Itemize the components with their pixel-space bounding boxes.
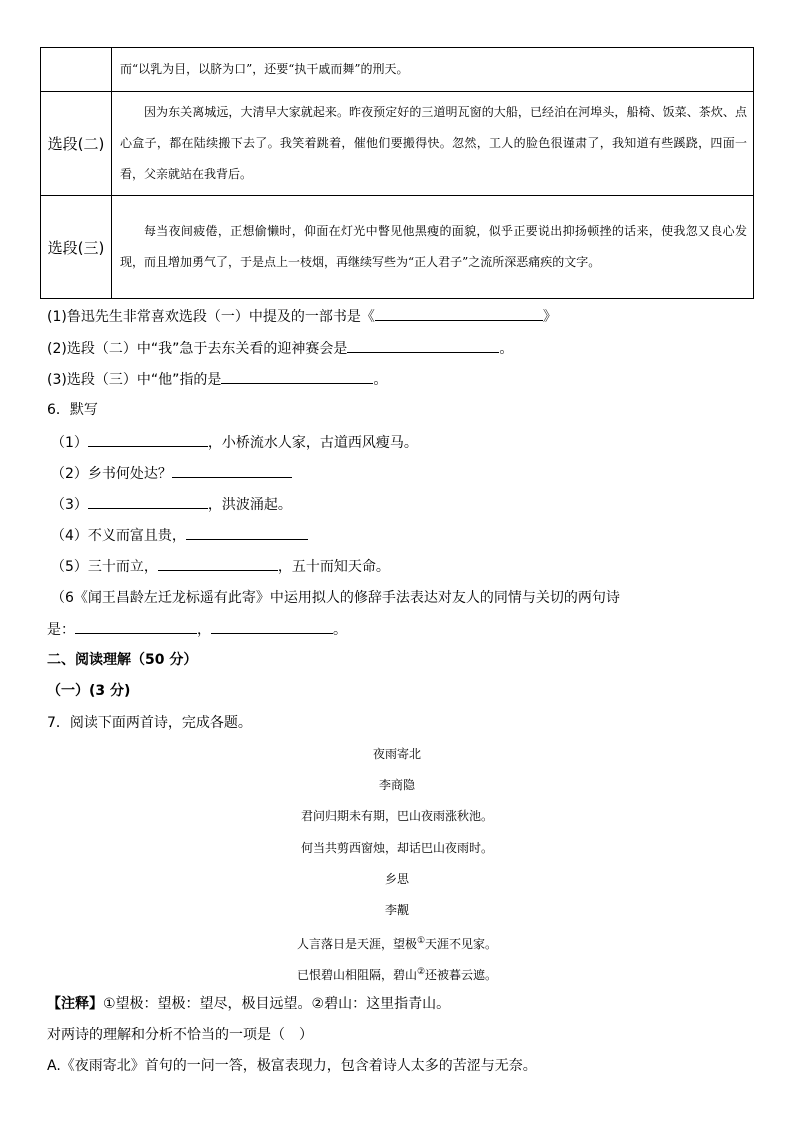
q5-sub1-text: (1)鲁迅先生非常喜欢选段（一）中提及的一部书是《 [47,309,375,325]
q5-sub3-end: 。 [373,372,388,388]
excerpt-text-2 [112,92,754,196]
q6-l2-text: （2）乡书何处达？ [51,466,172,482]
q7-option-a[interactable]: A.《夜雨寄北》首句的一问一答，极富表现力，包含着诗人太多的苦涩与无奈。 [47,1058,537,1074]
poem1-line-2: 何当共剪西窗烛，却话巴山夜雨时。 [300,841,493,855]
q7-notes-label: 【注释】 [47,996,103,1012]
q5-sub2-text: (2)选段（二）中“我”急于去东关看的迎神赛会是 [47,341,348,357]
q6-line-6: （6《闻王昌龄左迁龙标遥有此寄》中运用拟人的修辞手法表达对友人的同情与关切的两句诗 [51,590,620,606]
footnote-marker-1: ① [416,936,426,946]
q7-notes [47,994,450,1014]
section2-title: 二、阅读理解（50 分） [47,652,198,668]
q5-sub2 [47,338,513,359]
q6-line-4 [51,525,308,546]
poem1-line-1: 君问归期未有期，巴山夜雨涨秋池。 [300,809,493,823]
q6-l5-end: ，五十而知天命。 [277,559,390,575]
excerpt-text-3 [112,196,754,299]
q5-sub1-end: 》 [542,309,557,325]
q6-l1-num: （1） [51,435,88,451]
poem2-line-2 [0,964,794,983]
excerpt-label-2: 选段(二) [41,92,112,196]
q6-line-5 [51,556,390,577]
footnote-marker-2: ② [416,967,426,977]
q6-l4-blank[interactable] [186,525,308,540]
q6-l3-blank[interactable] [88,494,208,509]
poem1-title: 夜雨寄北 [372,747,421,761]
poem2-title: 乡思 [384,872,409,886]
q5-sub3 [47,369,387,390]
q6-line-6b [47,619,347,640]
excerpt-row-1 [41,48,754,92]
q6-line-3 [51,494,292,515]
q6-l1-text: ，小桥流水人家，古道西风瘦马。 [207,435,418,451]
poem2-author: 李觏 [384,903,409,917]
q6-l5-blank[interactable] [158,556,278,571]
q5-sub1-blank[interactable] [375,306,543,321]
q6-l3-num: （3） [51,497,88,513]
excerpt-row-3 [41,196,754,299]
q6-l6b-blank-1[interactable] [75,619,197,634]
poem2-line-2-a: 已恨碧山相阻隔，碧山 [296,968,417,982]
poem1-author: 李商隐 [378,778,415,792]
q5-sub3-blank[interactable] [221,369,373,384]
q6-l5-text: （5）三十而立， [51,559,158,575]
q5-sub2-blank[interactable] [347,338,499,353]
excerpt-table [40,47,754,299]
poem2-line-1 [0,933,794,952]
q6-l2-blank[interactable] [172,463,292,478]
excerpt-label-1 [41,48,112,92]
q6-l6b-blank-2[interactable] [211,619,333,634]
excerpt-label-3: 选段(三) [41,196,112,299]
q6-l6b-sep: ， [197,622,211,638]
q7-prompt: 7．阅读下面两首诗，完成各题。 [47,715,252,731]
q6-l4-text: （4）不义而富且贵， [51,528,186,544]
q7-question: 对两诗的理解和分析不恰当的一项是（ ） [47,1027,313,1043]
excerpt-row-2 [41,92,754,196]
q6-l1-blank[interactable] [88,432,208,447]
q6-title: 6．默写 [47,402,98,418]
excerpt-text-1: 而“以乳为目，以脐为口”，还要“执干戚而舞”的刑天。 [112,48,754,92]
q6-l6b-label: 是： [47,622,75,638]
q6-l3-text: ，洪波涌起。 [207,497,292,513]
poem2-line-2-b: 还被暮云遮。 [425,968,498,982]
excerpt-text-2-body: 因为东关离城远，大清早大家就起来。昨夜预定好的三道明瓦窗的大船，已经泊在河埠头，船椅、饭菜、茶炊、点心盒子，都在陆续搬下去了。我笑着跳着，催他们要搬得快。忽然，工人的脸色很谨肃了，我知道有些蹊跷，四面一看，父亲就站在我背后。 [120,105,747,181]
excerpt-text-3-body: 每当夜间疲倦，正想偷懒时，仰面在灯光中瞥见他黑瘦的面貌，似乎正要说出抑扬顿挫的话来，使我忽又良心发现，而且增加勇气了，于是点上一枝烟，再继续写些为“正人君子”之流所深恶痛疾的文字。 [120,224,747,269]
q5-sub2-end: 。 [499,341,514,357]
q6-line-2 [51,463,292,484]
poem2-line-1-a: 人言落日是天涯，望极 [296,937,417,951]
q5-sub3-text: (3)选段（三）中“他”指的是 [47,372,222,388]
q5-sub1 [47,306,557,327]
poem2-line-1-b: 天涯不见家。 [425,937,498,951]
section2-subtitle: （一）(3 分) [47,683,131,699]
q6-l6b-end: 。 [333,622,347,638]
q6-line-1 [51,432,418,453]
q7-notes-text: ①望极：望极：望尽，极目远望。②碧山：这里指青山。 [103,996,451,1012]
